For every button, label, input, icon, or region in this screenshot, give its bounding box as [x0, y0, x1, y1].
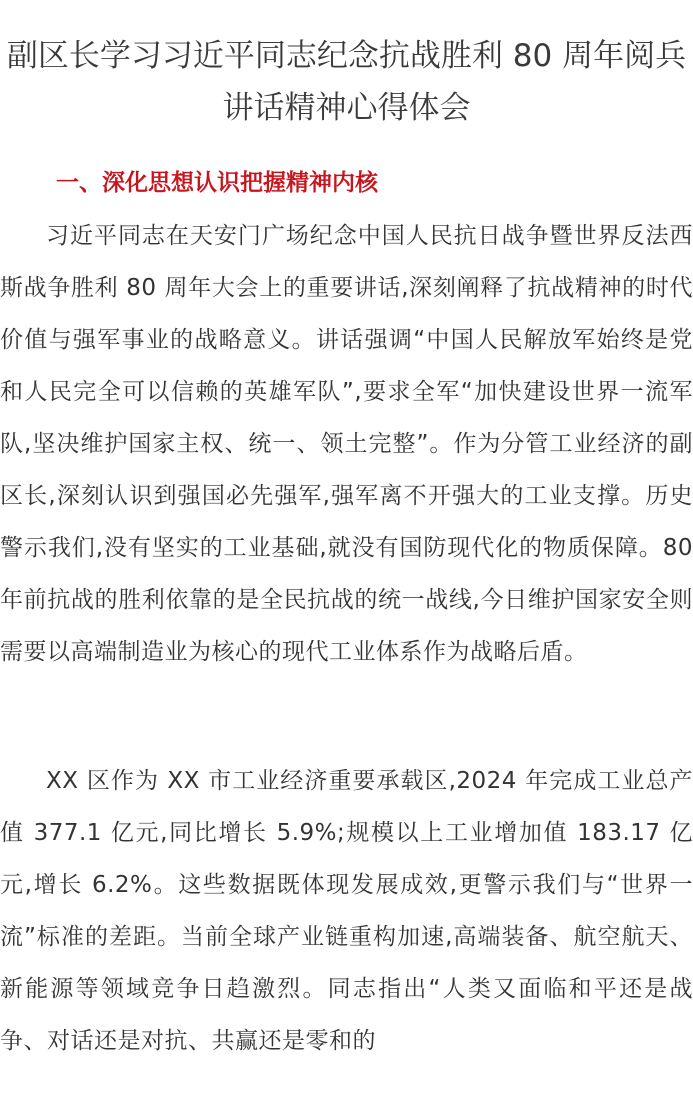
- body-paragraph: XX 区作为 XX 市工业经济重要承载区,2024 年完成工业总产值 377.1 亿元,同比增长 5.9%;规模以上工业增加值 183.17 亿元,增长 6.2%。这些数据既体现发展成效,更警示我们与“世界一流”标准的差距。当前全球产业链重构加速,高端装备、航空航天、新能源等领域竞争日趋激烈。同志指出“人类又面临和平还是战争、对话还是对抗、共赢还是零和的: [0, 768, 693, 1054]
- document-title: 副区长学习习近平同志纪念抗战胜利 80 周年阅兵讲话精神心得体会: [6, 38, 687, 126]
- body-paragraph: 习近平同志在天安门广场纪念中国人民抗日战争暨世界反法西斯战争胜利 80 周年大会上的重要讲话,深刻阐释了抗战精神的时代价值与强军事业的战略意义。讲话强调“中国人民解放军始终是党和人民完全可以信赖的英雄军队”,要求全军“加快建设世界一流军队,坚决维护国家主权、统一、领土完整”。作为分管工业经济的副区长,深刻认识到强国必先强军,强军离不开强大的工业支撑。历史警示我们,没有坚实的工业基础,就没有国防现代化的物质保障。80 年前抗战的胜利依靠的是全民抗战的统一战线,今日维护国家安全则需要以高端制造业为核心的现代工业体系作为战略后盾。: [0, 223, 693, 665]
- section-heading: 一、深化思想认识把握精神内核: [56, 170, 378, 196]
